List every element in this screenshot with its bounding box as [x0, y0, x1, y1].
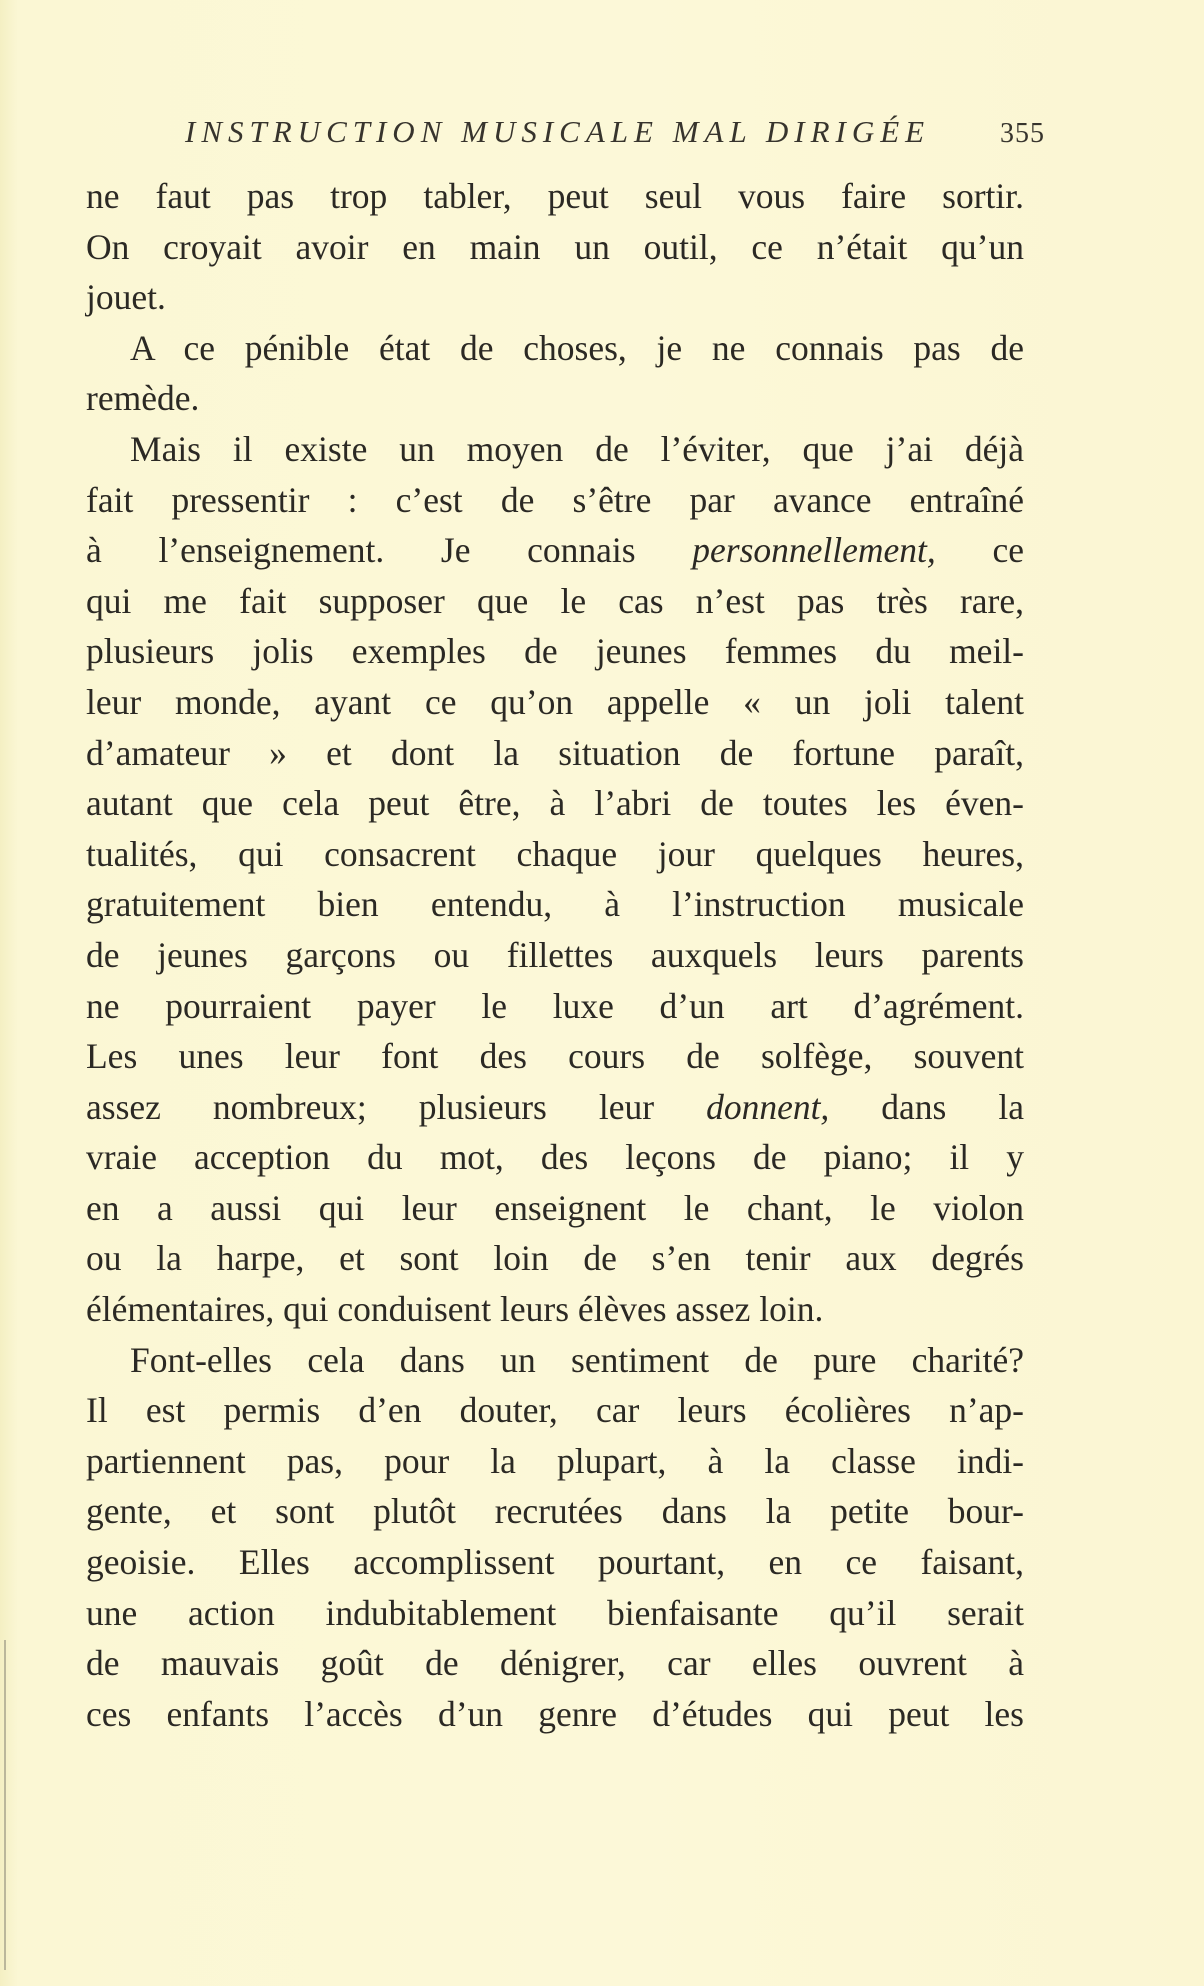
text-line: [86, 525, 1024, 576]
text-line: Font-elles cela dans un sentiment de pure charité?: [130, 1339, 1024, 1380]
text-line: Il est permis d’en douter, car leurs écolières n’ap-: [86, 1390, 1024, 1431]
text-line: de jeunes garçons ou fillettes auxquels leurs parents: [86, 934, 1024, 975]
body-text: [86, 171, 1024, 1739]
text-line: Les unes leur font des cours de solfège, souvent: [86, 1036, 1024, 1077]
text-line: jouet.: [86, 277, 166, 318]
text-line: [86, 1082, 1024, 1133]
text-line: d’amateur » et dont la situation de fortune paraît,: [86, 732, 1024, 773]
text-line: gratuitement bien entendu, à l’instruction musicale: [86, 884, 1024, 925]
text-line: tualités, qui consacrent chaque jour quelques heures,: [86, 833, 1024, 874]
text-line: Mais il existe un moyen de l’éviter, que j’ai déjà: [130, 428, 1024, 469]
text-line: ou la harpe, et sont loin de s’en tenir aux degrés: [86, 1238, 1024, 1279]
emphasized-text: personnellement,: [692, 530, 936, 571]
text-line: autant que cela peut être, à l’abri de toutes les éven-: [86, 783, 1024, 824]
text-line: plusieurs jolis exemples de jeunes femmes du meil-: [86, 631, 1024, 672]
text-segment: assez nombreux; plusieurs leur: [86, 1086, 707, 1127]
text-line: ne pourraient payer le luxe d’un art d’agrément.: [86, 985, 1024, 1026]
text-line: gente, et sont plutôt recrutées dans la petite bour-: [86, 1491, 1024, 1532]
text-line: en a aussi qui leur enseignent le chant, le violon: [86, 1187, 1024, 1228]
text-line: ne faut pas trop tabler, peut seul vous faire sortir.: [86, 176, 1024, 216]
text-line: A ce pénible état de choses, je ne connais pas de: [130, 327, 1024, 368]
text-line: fait pressentir : c’est de s’être par avance entraîné: [86, 479, 1024, 520]
text-line: une action indubitablement bienfaisante qu’il serait: [86, 1592, 1024, 1633]
text-line: élémentaires, qui conduisent leurs élèves assez loin.: [86, 1289, 824, 1330]
text-line: On croyait avoir en main un outil, ce n’était qu’un: [86, 226, 1024, 267]
text-segment: à l’enseignement. Je connais: [86, 530, 693, 571]
text-line: leur monde, ayant ce qu’on appelle « un joli talent: [86, 681, 1024, 722]
text-line: qui me fait supposer que le cas n’est pas très rare,: [86, 580, 1024, 621]
text-line: de mauvais goût de dénigrer, car elles ouvrent à: [86, 1643, 1024, 1684]
text-line: partiennent pas, pour la plupart, à la classe indi-: [86, 1440, 1024, 1481]
page-number: 355: [1000, 118, 1045, 149]
text-segment: dans la: [829, 1086, 1024, 1127]
text-segment: ce: [935, 530, 1025, 571]
text-line: geoisie. Elles accomplissent pourtant, en ce faisant,: [86, 1542, 1024, 1583]
text-line: vraie acception du mot, des leçons de piano; il y: [86, 1137, 1024, 1178]
page-header: [185, 114, 1045, 154]
text-line: remède.: [86, 378, 200, 419]
emphasized-text: donnent,: [706, 1086, 830, 1127]
running-title: INSTRUCTION MUSICALE MAL DIRIGÉE: [185, 114, 931, 149]
text-line: ces enfants l’accès d’un genre d’études qui peut les: [86, 1693, 1024, 1734]
page-edge-mark: [4, 1640, 6, 1970]
